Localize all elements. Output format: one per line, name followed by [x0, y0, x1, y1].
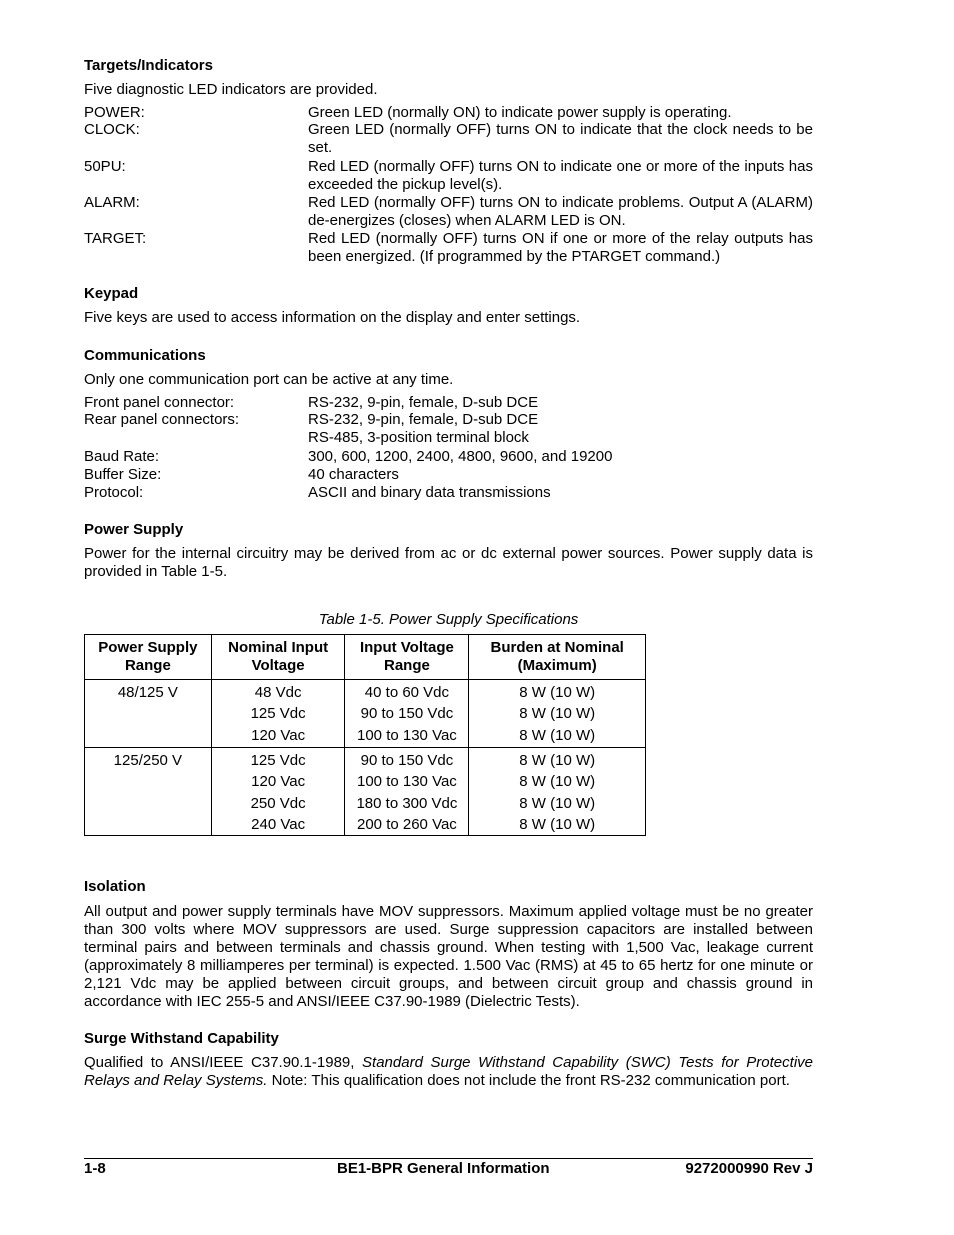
table-row	[85, 680, 646, 748]
comm-label: Rear panel connectors:	[84, 411, 240, 428]
column-header-input-voltage-range: Input Voltage Range	[345, 635, 469, 680]
comm-label: Protocol:	[84, 484, 144, 501]
range-cell: 48/125 V	[85, 680, 212, 748]
surge-text	[84, 1054, 813, 1090]
keypad-text: Five keys are used to access information on the display and enter settings.	[84, 309, 581, 326]
burden-cell: 8 W (10 W) 8 W (10 W) 8 W (10 W)	[469, 680, 646, 748]
indicator-description: Green LED (normally OFF) turns ON to indicate that the clock needs to be set.	[308, 121, 813, 156]
comm-value: RS-232, 9-pin, female, D-sub DCE	[308, 394, 539, 411]
column-header-nominal-input-voltage: Nominal Input Voltage	[211, 635, 345, 680]
comm-value: ASCII and binary data transmissions	[308, 484, 551, 501]
power-supply-text: Power for the internal circuitry may be derived from ac or dc external power sources. Power supply data is provided in Table 1-5.	[84, 545, 813, 580]
indicator-description: Red LED (normally OFF) turns ON to indicate one or more of the inputs has exceeded the pickup level(s).	[308, 158, 813, 193]
indicator-description: Red LED (normally OFF) turns ON to indicate problems. Output A (ALARM) de-energizes (closes) when ALARM LED is ON.	[308, 194, 813, 229]
comm-label: Front panel connector:	[84, 394, 235, 411]
section-heading-surge: Surge Withstand Capability	[84, 1030, 279, 1047]
nominal-cell: 125 Vdc 120 Vac 250 Vdc 240 Vac	[211, 748, 345, 836]
indicator-description: Green LED (normally ON) to indicate power supply is operating.	[308, 104, 732, 121]
footer-rule	[84, 1158, 813, 1159]
comm-value: RS-485, 3-position terminal block	[308, 429, 529, 446]
indicator-label: CLOCK:	[84, 121, 140, 138]
comm-label: Buffer Size:	[84, 466, 162, 483]
indicator-label: 50PU:	[84, 158, 126, 175]
comm-value: 300, 600, 1200, 2400, 4800, 9600, and 19200	[308, 448, 613, 465]
burden-cell: 8 W (10 W) 8 W (10 W) 8 W (10 W) 8 W (10 W)	[469, 748, 646, 836]
footer-page-number: 1-8	[84, 1160, 106, 1177]
footer-title: BE1-BPR General Information	[337, 1160, 550, 1177]
indicator-label: ALARM:	[84, 194, 140, 211]
table-header-row	[85, 635, 646, 680]
comm-value: RS-232, 9-pin, female, D-sub DCE	[308, 411, 539, 428]
section-heading-isolation: Isolation	[84, 878, 146, 895]
indicator-description: Red LED (normally OFF) turns ON if one or more of the relay outputs has been energized. (If programmed by the PTARGET command.)	[308, 230, 813, 265]
column-header-power-supply-range: Power Supply Range	[85, 635, 212, 680]
surge-text-standard-title: Standard Surge Withstand Capability (SWC) Tests for Protective Relays and Relay Systems.	[84, 1054, 813, 1089]
indicator-label: POWER:	[84, 104, 145, 121]
section-heading-targets: Targets/Indicators	[84, 57, 213, 74]
nominal-cell: 48 Vdc 125 Vdc 120 Vac	[211, 680, 345, 748]
range-cell: 125/250 V	[85, 748, 212, 836]
table-row	[85, 748, 646, 836]
communications-intro: Only one communication port can be active at any time.	[84, 371, 454, 388]
indicator-label: TARGET:	[84, 230, 147, 247]
surge-text-pre: Qualified to ANSI/IEEE C37.90.1-1989,	[84, 1054, 363, 1071]
table-caption: Table 1-5. Power Supply Specifications	[318, 611, 579, 628]
surge-text-post: Note: This qualification does not include the front RS-232 communication port.	[267, 1072, 790, 1089]
column-header-burden: Burden at Nominal (Maximum)	[469, 635, 646, 680]
comm-label: Baud Rate:	[84, 448, 160, 465]
targets-intro: Five diagnostic LED indicators are provided.	[84, 81, 378, 98]
section-heading-power-supply: Power Supply	[84, 521, 184, 538]
section-heading-communications: Communications	[84, 347, 206, 364]
comm-value: 40 characters	[308, 466, 399, 483]
isolation-text: All output and power supply terminals have MOV suppressors. Maximum applied voltage must be no greater than 300 volts where MOV suppressors are used. Surge suppression capacitors are installed between terminal pairs and between terminals and chassis ground. When testing with 1,500 Vac, leakage current (approximately 8 milliamperes per terminal) is expected. 1.500 Vac (RMS) at 45 to 65 hertz for one minute or 2,121 Vdc may be applied between circuit groups, and between circuit group and chassis ground in accordance with IEC 255-5 and ANSI/IEEE C37.90-1989 (Dielectric Tests).	[84, 903, 813, 1010]
input-range-cell: 40 to 60 Vdc 90 to 150 Vdc 100 to 130 Vac	[345, 680, 469, 748]
input-range-cell: 90 to 150 Vdc 100 to 130 Vac 180 to 300 Vdc 200 to 260 Vac	[345, 748, 469, 836]
power-supply-spec-table	[84, 634, 646, 836]
section-heading-keypad: Keypad	[84, 285, 139, 302]
footer-document-number: 9272000990 Rev J	[685, 1160, 813, 1177]
